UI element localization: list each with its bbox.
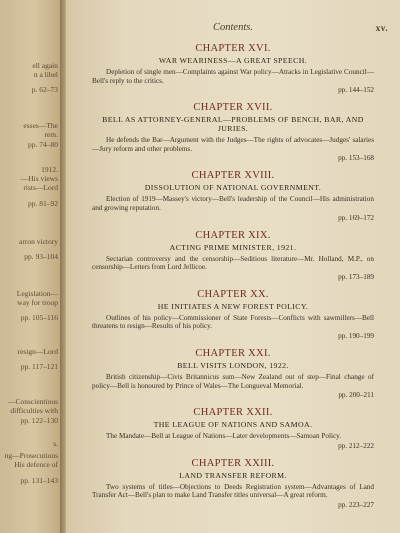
left-fragment: arron victory xyxy=(19,237,58,246)
left-fragment: ell again xyxy=(32,61,58,70)
chapter-synopsis: Election of 1919—Massey's victory—Bell's leadership of the Council—His administration and growing reputation. xyxy=(92,195,374,212)
left-fragment: way for troop xyxy=(17,298,58,307)
left-fragment: —Conscientious xyxy=(8,397,58,406)
contents-page xyxy=(66,0,400,533)
left-fragment: pp. 93–104 xyxy=(24,252,58,261)
chapter-title: ACTING PRIME MINISTER, 1921. xyxy=(169,242,297,252)
left-fragment: s. xyxy=(53,439,58,448)
chapter-entry xyxy=(88,229,378,282)
chapter-synopsis: Sectarian controversy and the censorship—Seditious literature—Mr. Holland, M.P., on censorship—Letters from Lord Jellicoe. xyxy=(92,254,374,272)
left-fragment: pp. 131–143 xyxy=(20,476,58,485)
left-fragment: resign—Lord xyxy=(17,347,58,356)
chapter-pages: pp. 200–211 xyxy=(338,391,374,400)
chapter-synopsis: The Mandate—Bell at League of Nations—Later developments—Samoan Policy. xyxy=(106,432,342,441)
chapter-entry xyxy=(88,406,378,451)
chapter-entry xyxy=(88,457,378,510)
chapter-number: CHAPTER XIX. xyxy=(195,229,271,241)
chapter-entry xyxy=(88,42,378,95)
previous-page xyxy=(0,0,62,533)
chapter-title: THE LEAGUE OF NATIONS AND SAMOA. xyxy=(153,420,313,430)
chapter-number: CHAPTER XX. xyxy=(197,288,269,300)
left-fragment: p. 62–73 xyxy=(31,85,58,94)
chapter-number: CHAPTER XVII. xyxy=(193,102,273,114)
left-fragment: Legislation— xyxy=(16,289,58,298)
left-fragment: rem. xyxy=(44,130,58,139)
chapter-pages: pp. 153–168 xyxy=(338,154,374,163)
left-fragment: pp. 122–130 xyxy=(20,416,58,425)
left-fragment: ng—Prosecutions xyxy=(4,451,58,460)
left-fragment: His defence of xyxy=(14,460,58,469)
left-fragment: 1912. xyxy=(41,165,58,174)
left-fragment: pp. 74–80 xyxy=(28,140,58,149)
chapter-title: DISSOLUTION OF NATIONAL GOVERNMENT. xyxy=(144,183,322,193)
left-fragment: esses—The xyxy=(23,121,58,130)
chapter-pages: pp. 169–172 xyxy=(338,213,374,222)
chapter-number: CHAPTER XXIII. xyxy=(191,457,275,469)
chapter-synopsis: British citizenship—Civis Britannicus sum—New Zealand out of step—Final change of policy—Bell is honoured by Prince of Wales—The Longueval Memorial. xyxy=(92,372,374,390)
chapter-number: CHAPTER XVIII. xyxy=(191,170,275,182)
chapter-synopsis: He defends the Bar—Argument with the Judges—The rights of advocates—Judges' salaries—Jury reform and other problems. xyxy=(92,136,374,153)
left-fragment: n a libel xyxy=(33,70,58,79)
chapter-synopsis: Two systems of titles—Objections to Deeds Registration system—Advantages of Land Transfer Act—Bell's plan to make Land Transfer titles universal—A great reform. xyxy=(92,482,374,500)
page-number: xv. xyxy=(375,23,388,33)
chapter-entry xyxy=(88,101,378,163)
left-fragment: difficulties with xyxy=(10,406,58,415)
chapter-pages: pp. 212–222 xyxy=(338,441,374,450)
left-fragment: pp. 81–92 xyxy=(28,199,58,208)
left-fragment: pp. 117–121 xyxy=(20,362,58,371)
left-fragment: —His views xyxy=(20,174,58,183)
chapter-pages: pp. 144–152 xyxy=(338,86,374,95)
chapter-pages: pp. 173–189 xyxy=(338,272,374,281)
page-header xyxy=(66,22,400,36)
chapter-entry xyxy=(88,347,378,400)
left-fragment: pp. 105–116 xyxy=(20,313,58,322)
chapter-number: CHAPTER XXII. xyxy=(193,407,273,419)
chapter-pages: pp. 190–199 xyxy=(338,331,374,340)
chapter-title: WAR WEARINESS—A GREAT SPEECH. xyxy=(158,56,308,65)
chapter-pages: pp. 223–227 xyxy=(338,500,374,509)
chapter-number: CHAPTER XVI. xyxy=(195,43,271,54)
chapter-title: BELL VISITS LONDON, 1922. xyxy=(177,360,289,370)
chapter-title: LAND TRANSFER REFORM. xyxy=(179,470,287,480)
chapter-number: CHAPTER XXI. xyxy=(195,347,271,359)
chapter-title: HE INITIATES A NEW FOREST POLICY. xyxy=(157,301,309,311)
chapter-synopsis: Outlines of his policy—Commissioner of State Forests—Conflicts with sawmillers—Bell threatens to resign—Results of his policy. xyxy=(92,313,374,331)
chapter-entry xyxy=(88,288,378,341)
chapter-synopsis: Depletion of single men—Complaints against War policy—Attacks in Legislative Council—Bell's reply to the critics. xyxy=(92,68,374,85)
chapter-entry xyxy=(88,169,378,222)
left-fragment: rists—Lord xyxy=(23,183,58,192)
running-title: Contents. xyxy=(213,22,253,33)
chapter-title: BELL AS ATTORNEY-GENERAL—PROBLEMS OF BENCH, BAR, AND JURIES. xyxy=(102,115,364,134)
contents-list xyxy=(88,42,378,516)
